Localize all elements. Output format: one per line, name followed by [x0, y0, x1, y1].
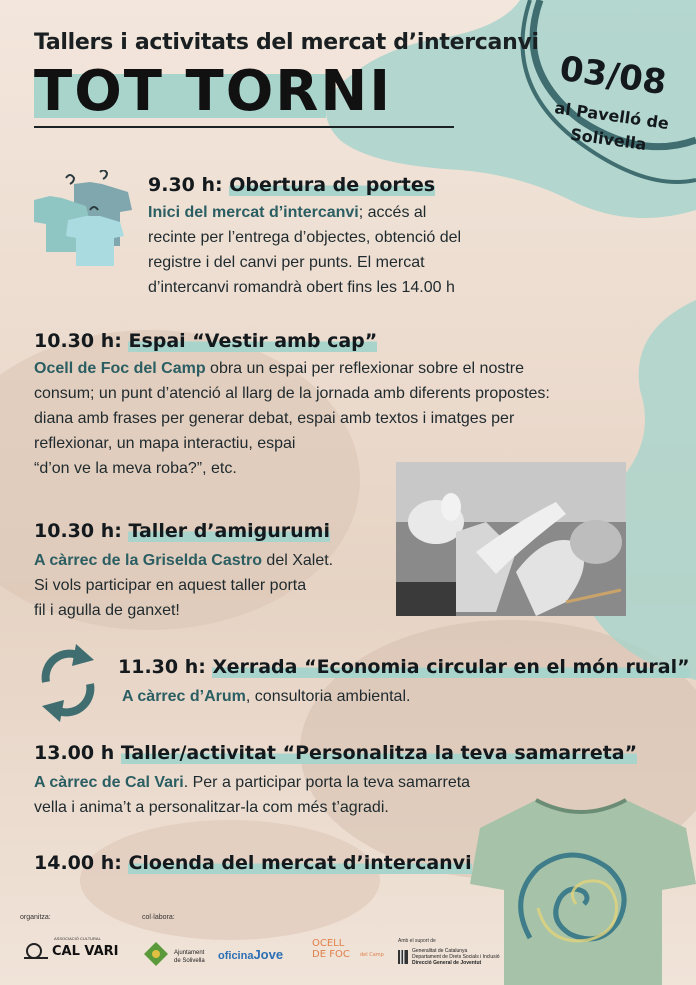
- desc-line: [34, 548, 394, 573]
- desc-bold: A càrrec de la Griselda Castro: [34, 552, 262, 569]
- desc-line: [34, 356, 674, 381]
- event-title: Obertura de portes: [229, 174, 436, 196]
- event-description: [34, 548, 394, 623]
- desc-bold: Ocell de Foc del Camp: [34, 360, 206, 377]
- colabora-label: col·labora:: [142, 914, 175, 921]
- ajuntament-line-1: Ajuntament: [174, 950, 205, 956]
- gen-line-2: Departament de Drets Socials i Inclusió: [412, 954, 500, 960]
- amigurumi-photo-illustration: [396, 462, 626, 616]
- ocell-de-foc-logo: [312, 938, 392, 974]
- ajuntament-line-2: de Solivella: [174, 958, 205, 964]
- event-title: Espai “Vestir amb cap”: [128, 330, 378, 352]
- desc-text: , consultoria ambiental.: [245, 688, 411, 705]
- event-time: 13.00 h: [34, 742, 115, 764]
- desc-line: [34, 770, 594, 795]
- ajuntament-logo: [142, 934, 212, 974]
- gen-line-3: Direcció General de Joventut: [412, 960, 482, 966]
- snail-icon: [22, 942, 50, 960]
- recycle-arrows-icon: [36, 642, 100, 724]
- desc-line: [122, 684, 602, 709]
- desc-line: reflexionar, un mapa interactiu, espai: [34, 435, 296, 452]
- hanger-shirts-icon: [30, 170, 136, 270]
- place-line-2: Solivella: [569, 124, 648, 155]
- event-heading: [34, 520, 330, 542]
- oficina-text: oficina: [218, 950, 254, 962]
- oficina-jove-logo: [218, 946, 283, 964]
- place-line-1: al Pavelló de: [553, 98, 671, 134]
- desc-line: “d’on ve la meva roba?”, etc.: [34, 460, 237, 477]
- event-title: Cloenda del mercat d’intercanvi: [128, 852, 472, 874]
- gen-line-1: Generalitat de Catalunya: [412, 948, 468, 954]
- event-title: Taller/activitat “Personalitza la teva samarreta”: [120, 742, 638, 764]
- generalitat-emblem-icon: [398, 950, 408, 964]
- desc-line: consum; un punt d’atenció al llarg de la jornada amb diferents propostes:: [34, 385, 550, 402]
- desc-line: recinte per l’entrega d’objectes, obtenció del: [148, 229, 462, 246]
- cal-vari-name: CAL VARI: [52, 944, 119, 959]
- cal-vari-logo: [22, 936, 132, 966]
- bg-blur-blob: [80, 820, 380, 940]
- jove-text: Jove: [253, 947, 284, 962]
- desc-line: vella i anima’t a personalitzar-la com més t’agradi.: [34, 799, 389, 816]
- desc-line: Si vols participar en aquest taller porta: [34, 577, 307, 594]
- desc-bold: A càrrec d’Arum: [122, 688, 246, 705]
- desc-text: del Xalet.: [261, 552, 334, 569]
- amb-suport-label: Amb el suport de: [398, 938, 436, 944]
- event-heading: [34, 330, 377, 352]
- desc-line: fil i agulla de ganxet!: [34, 602, 180, 619]
- desc-line: diana amb frases per generar debat, espai amb textos i imatges per: [34, 410, 515, 427]
- event-time: 14.00 h:: [34, 852, 122, 874]
- event-date: 03/08: [557, 48, 669, 104]
- event-description: [122, 684, 602, 709]
- municipal-shield-icon: [142, 940, 170, 968]
- amigurumi-photo: [396, 462, 626, 616]
- desc-bold: Inici del mercat d’intercanvi: [148, 204, 359, 221]
- desc-text: ; accés al: [358, 204, 427, 221]
- event-time: 11.30 h:: [118, 656, 206, 678]
- desc-line: registre i del canvi per punts. El mercat: [148, 254, 425, 271]
- event-heading: [34, 852, 472, 874]
- organitza-label: organitza:: [20, 914, 51, 921]
- generalitat-logo: [398, 948, 518, 972]
- desc-bold: A càrrec de Cal Vari: [34, 774, 184, 791]
- event-time: 10.30 h:: [34, 330, 122, 352]
- desc-text: . Per a participar porta la teva samarreta: [183, 774, 471, 791]
- desc-line: d’intercanvi romandrà obert fins les 14.00 h: [148, 279, 455, 296]
- event-heading: [118, 656, 690, 678]
- event-title: Xerrada “Economia circular en el món rural”: [212, 656, 690, 678]
- poster-subtitle: Tallers i activitats del mercat d’intercanvi: [34, 30, 539, 55]
- event-heading: [148, 174, 435, 196]
- desc-line: [148, 200, 528, 225]
- cal-vari-small-text: ASSOCIACIÓ CULTURAL: [54, 936, 101, 941]
- ocell-line-2: DE FOC: [312, 949, 350, 960]
- event-title: Taller d’amigurumi: [128, 520, 330, 542]
- event-description: [148, 200, 528, 300]
- desc-text: obra un espai per reflexionar sobre el nostre: [205, 360, 525, 377]
- title-underline: [34, 126, 454, 128]
- ocell-line-3: del Camp: [360, 952, 384, 958]
- poster-title: TOT TORNI: [34, 59, 393, 124]
- event-heading: [34, 742, 637, 764]
- event-time: 9.30 h:: [148, 174, 223, 196]
- event-time: 10.30 h:: [34, 520, 122, 542]
- ocell-line-1: OCELL: [312, 938, 345, 949]
